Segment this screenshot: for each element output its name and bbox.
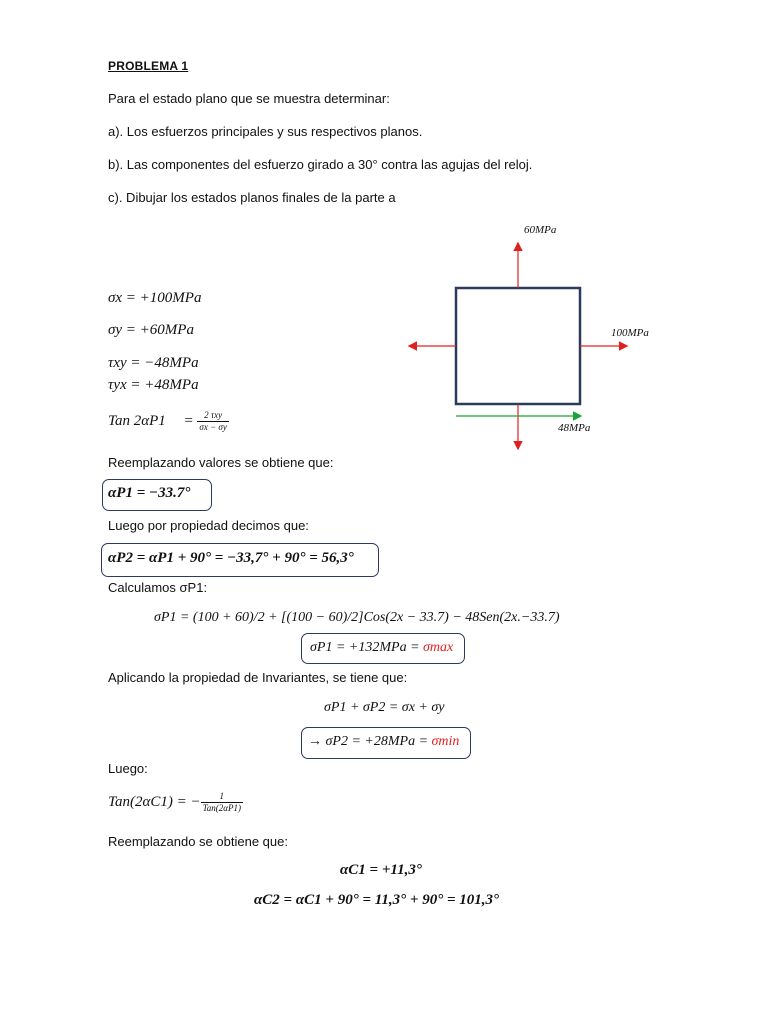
- label-48mpa: 48MPa: [558, 422, 591, 434]
- step-1-text: Reemplazando valores se obtiene que:: [108, 455, 334, 470]
- label-100mpa: 100MPa: [611, 327, 649, 339]
- tau-yx: τyx = +48MPa: [108, 377, 199, 393]
- invariant-equation: σP1 + σP2 = σx + σy: [324, 700, 445, 715]
- sp2-result: → σP2 = +28MPa = σmin: [308, 734, 460, 749]
- sigma-x: σx = +100MPa: [108, 290, 202, 306]
- tan-formula: Tan 2αP1 = $\frac{\text{2 τxy}}{\sigma x - \sigma y}$: [108, 410, 227, 432]
- ap2-result: αP2 = αP1 + 90° = −33,7° + 90° = 56,3°: [108, 550, 354, 566]
- step-5-text: Luego:: [108, 761, 148, 776]
- item-a: a). Los esfuerzos principales y sus respectivos planos.: [108, 124, 423, 139]
- page-title: PROBLEMA 1: [108, 59, 189, 73]
- tanc-formula: Tan(2αC1) = − $\frac{1}{\text{Tan(2αP1)}}$: [108, 791, 241, 813]
- label-60mpa: 60MPa: [524, 224, 557, 236]
- step-2-text: Luego por propiedad decimos que:: [108, 518, 309, 533]
- stress-element-diagram: [400, 220, 700, 460]
- step-3-text: Calculamos σP1:: [108, 580, 208, 595]
- item-b: b). Las componentes del esfuerzo girado a 30° contra las agujas del reloj.: [108, 157, 533, 172]
- sigma-max-tag: σmax: [423, 640, 454, 655]
- step-6-text: Reemplazando se obtiene que:: [108, 834, 288, 849]
- ap1-result: αP1 = −33.7°: [108, 485, 191, 501]
- sigma-y: σy = +60MPa: [108, 322, 194, 338]
- sigma-min-tag: σmin: [431, 734, 460, 749]
- ac2-result: αC2 = αC1 + 90° = 11,3° + 90° = 101,3°: [254, 892, 500, 908]
- step-4-text: Aplicando la propiedad de Invariantes, se tiene que:: [108, 670, 408, 685]
- element-square: [456, 288, 580, 404]
- intro-text: Para el estado plano que se muestra determinar:: [108, 91, 390, 106]
- sp1-formula: σP1 = (100 + 60)/2 + [(100 − 60)/2]Cos(2x − 33.7) − 48Sen(2x.−33.7): [154, 610, 560, 625]
- item-c: c). Dibujar los estados planos finales de la parte a: [108, 190, 396, 205]
- tau-xy: τxy = −48MPa: [108, 355, 199, 371]
- sp1-result: σP1 = +132MPa = σmax: [310, 640, 454, 655]
- ac1-result: αC1 = +11,3°: [340, 862, 422, 878]
